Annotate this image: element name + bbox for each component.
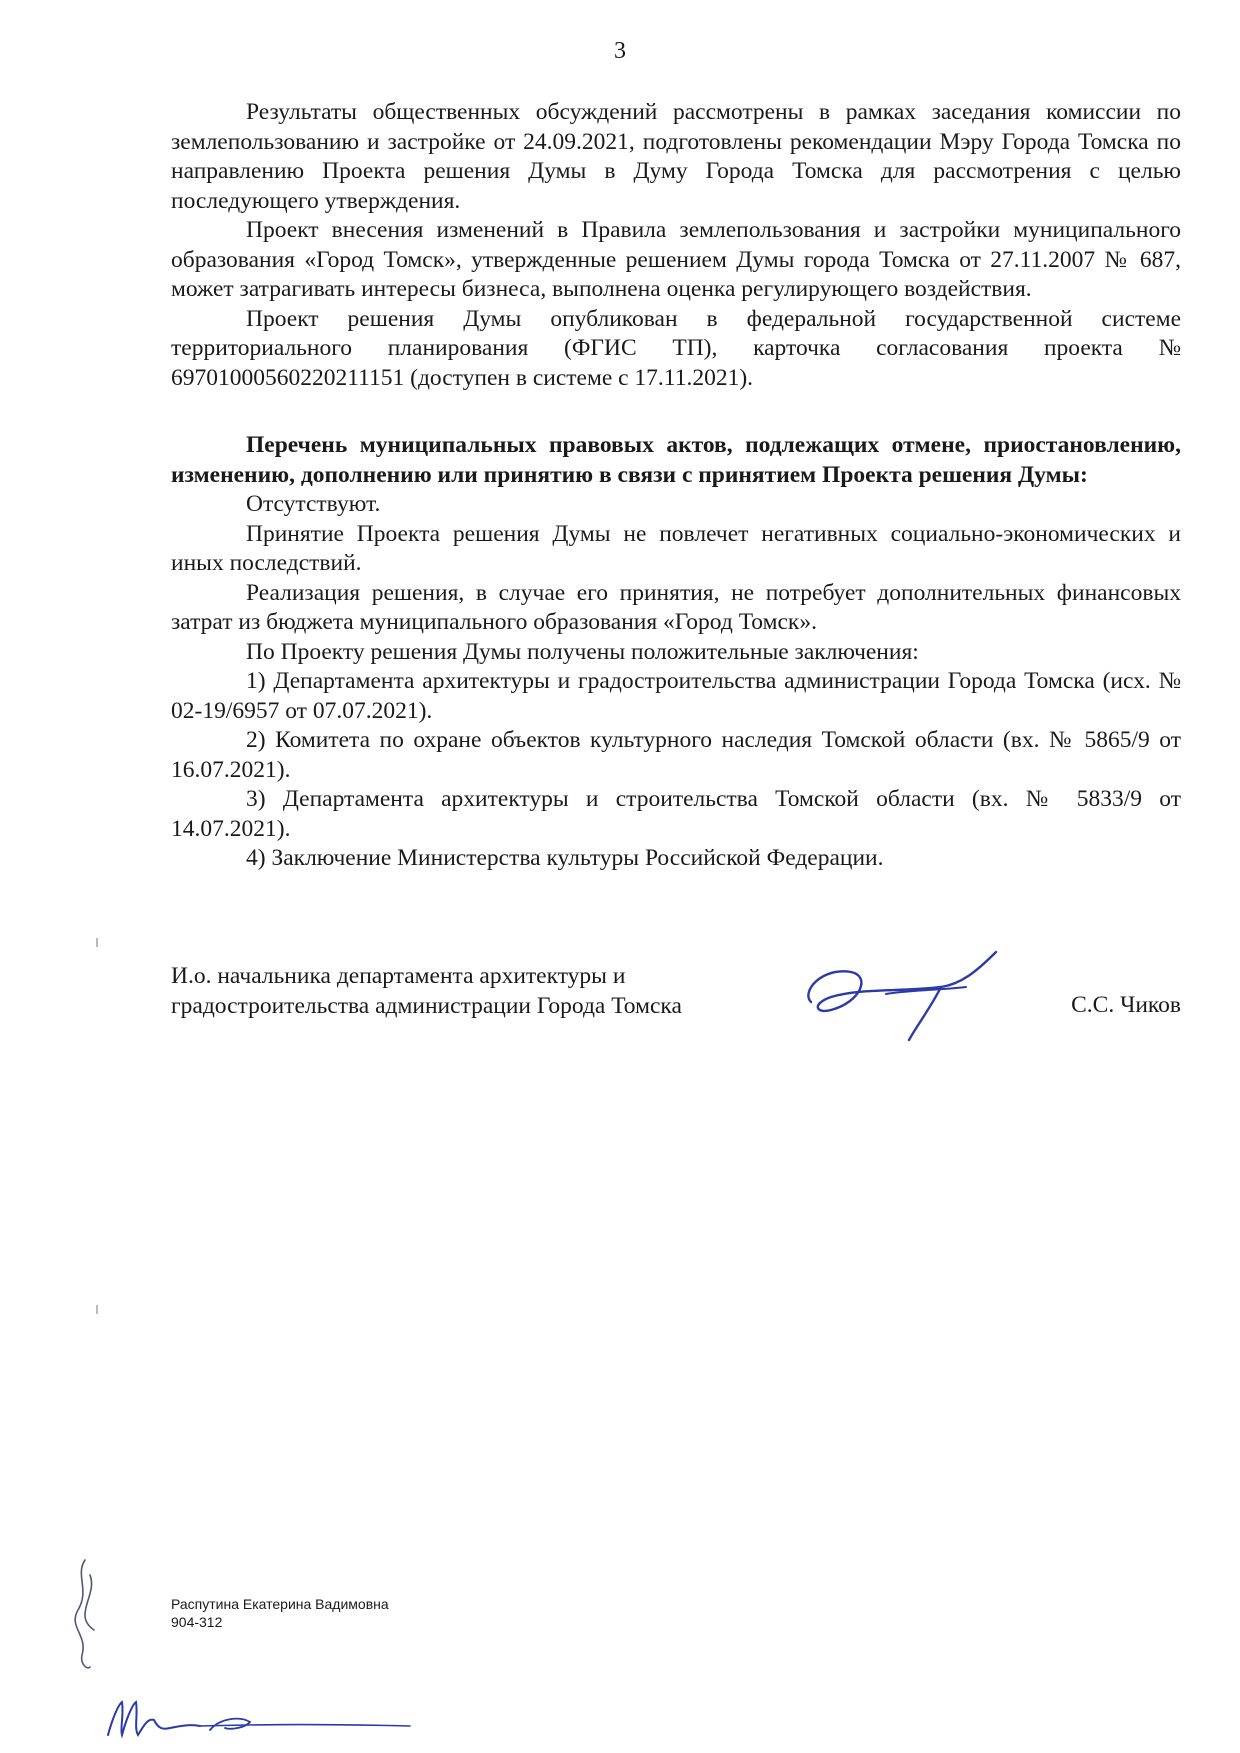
section-gap: [171, 393, 1181, 431]
signer-title-line-2: градостроительства администрации Города Томска: [171, 992, 682, 1019]
approval-mark-icon: [60, 1555, 110, 1675]
signer-title: [171, 962, 1181, 1021]
legal-acts-heading: Перечень муниципальных правовых актов, подлежащих отмене, приостановлению, изменению, дополнению или принятию в связи с принятием Проекта решения Думы:: [171, 432, 1181, 488]
paragraph-rules-changes: Проект внесения изменений в Правила землепользования и застройки муниципального образования «Город Томск», утвержденные решением Думы города Томска от 27.11.2007 № 687, может затрагивать интересы бизнеса, выполнена оценка регулирующего воздействия.: [171, 217, 1181, 302]
signer-name: С.С. Чиков: [1071, 992, 1181, 1018]
paragraph-publication: Проект решения Думы опубликован в федеральной государственной системе территориального планирования (ФГИС ТП), карточка согласования проекта № 69701000560220211151 (доступен в системе с 17.11.2021).: [171, 305, 1181, 391]
page-number: 3: [614, 38, 626, 64]
paragraph-costs: Реализация решения, в случае его принятия, не потребует дополнительных финансовых затрат из бюджета муниципального образования «Город Томск».: [171, 579, 1181, 635]
legal-acts-absent: Отсутствуют.: [246, 491, 381, 517]
executor-phone: 904-312: [171, 1614, 223, 1630]
conclusion-item: 4) Заключение Министерства культуры Российской Федерации.: [246, 845, 884, 871]
executor-name: Распутина Екатерина Вадимовна: [171, 1596, 389, 1612]
scan-mark: [96, 938, 98, 947]
conclusion-item: 1) Департамента архитектуры и градостроительства администрации Города Томска (исх. № 02-19/6957 от 07.07.2021).: [171, 668, 1181, 724]
executor-info: [171, 1595, 389, 1631]
paragraph-consequences: Принятие Проекта решения Думы не повлечет негативных социально-экономических и иных последствий.: [171, 520, 1181, 576]
signature-block: [171, 962, 1181, 1021]
initials-signature-icon: [100, 1690, 420, 1745]
scan-mark: [96, 1305, 98, 1314]
paragraph-public-discussions: Результаты общественных обсуждений рассмотрены в рамках заседания комиссии по землепользованию и застройке от 24.09.2021, подготовлены рекомендации Мэру Города Томска по направлению Проекта решения Думы в Думу Города Томска для рассмотрения с целью последующего утверждения.: [171, 99, 1181, 214]
conclusion-item: 3) Департамента архитектуры и строительства Томской области (вх. № 5833/9 от 14.07.2021).: [171, 786, 1181, 842]
document-body: [171, 98, 1181, 874]
conclusions-intro: По Проекту решения Думы получены положительные заключения:: [246, 638, 919, 665]
conclusion-item: 2) Комитета по охране объектов культурного наследия Томской области (вх. № 5865/9 от 16.07.2021).: [171, 727, 1181, 783]
signer-title-line-1: И.о. начальника департамента архитектуры и: [171, 963, 626, 989]
handwritten-signature-icon: [791, 932, 1021, 1042]
